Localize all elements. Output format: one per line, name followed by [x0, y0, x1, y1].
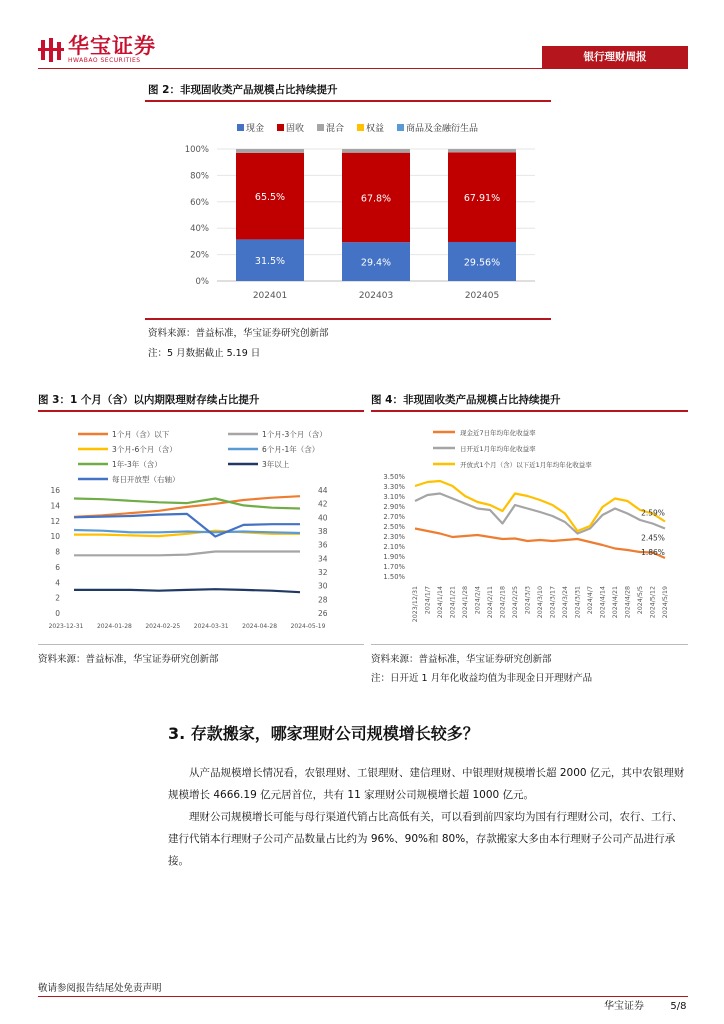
x-tick-label: 2024/1/7: [424, 586, 432, 615]
y-left-tick-label: 14: [50, 501, 60, 511]
x-tick-label: 2023/12/31: [412, 586, 419, 623]
y-tick-label: 80%: [190, 171, 209, 182]
legend-swatch-3: [357, 124, 364, 131]
figure3-chart: [38, 416, 364, 638]
logo-mark-icon: [38, 37, 64, 63]
x-tick-label: 2024/3/17: [549, 586, 557, 619]
legend-swatch-2: [317, 124, 324, 131]
y-tick-label: 3.10%: [383, 493, 405, 501]
y-tick-label: 1.90%: [383, 553, 405, 561]
x-tick-label: 2024/3/3: [524, 586, 532, 615]
figure2-bottom-rule: [145, 318, 551, 320]
y-right-tick-label: 40: [318, 513, 328, 523]
legend-swatch-4: [397, 124, 404, 131]
y-left-tick-label: 0: [55, 609, 60, 618]
y-tick-label: 2.50%: [383, 523, 405, 531]
x-tick-label: 2024/2/18: [499, 586, 507, 619]
x-tick-label: 2024-03-31: [193, 623, 229, 630]
bar-value-label: 67.8%: [360, 193, 392, 205]
y-right-tick-label: 32: [318, 568, 328, 577]
legend-label-0: 现金: [246, 124, 265, 134]
y-left-tick-label: 12: [50, 516, 60, 526]
x-tick-label: 2024-02-25: [145, 623, 181, 630]
y-tick-label: 3.30%: [383, 483, 405, 491]
figure2-source: 资料来源：普益标准，华宝证券研究创新部: [148, 328, 329, 339]
x-tick-label: 2024/4/7: [587, 586, 594, 615]
legend-label-3: 权益: [366, 124, 385, 134]
series-line-开放式1个月（含）以下近1月年均年化收益率: [415, 481, 665, 531]
x-tick-label: 2024/4/21: [612, 586, 619, 619]
y-left-tick-label: 10: [50, 532, 60, 542]
bar-value-label: 31.5%: [254, 256, 286, 268]
figure3-legend: [78, 429, 327, 484]
bar-混合-202401: [236, 149, 304, 153]
legend-label-2: 3个月-6个月（含）: [112, 445, 177, 454]
x-tick-label: 2024/2/4: [474, 586, 482, 615]
x-tick-label: 2024/1/28: [462, 586, 469, 619]
figure2-bars: [236, 149, 516, 281]
legend-label-1: 1个月-3个月（含）: [262, 430, 327, 439]
figure4-legend: [433, 428, 592, 469]
figure3-source: 资料来源：普益标准，华宝证券研究创新部: [38, 654, 219, 665]
x-tick-label: 2024/5/19: [662, 586, 669, 619]
bar-value-label: 67.91%: [463, 193, 501, 205]
series-line-3年以上: [74, 589, 300, 592]
x-tick-label: 2024-04-28: [242, 623, 278, 630]
logo-text-en: HWABAO SECURITIES: [68, 57, 141, 64]
y-tick-label: 2.30%: [383, 533, 405, 541]
x-tick-label: 202405: [464, 291, 500, 301]
y-left-tick-label: 4: [55, 578, 60, 588]
figure4-title: 图 4：非现固收类产品规模占比持续提升: [371, 394, 561, 406]
x-tick-label: 2024/3/10: [537, 586, 544, 619]
legend-label-3: 6个月-1年（含）: [262, 445, 320, 454]
y-left-tick-label: 16: [50, 486, 60, 495]
x-tick-label: 2023-12-31: [48, 623, 84, 630]
y-right-tick-label: 36: [318, 540, 328, 550]
y-left-tick-label: 2: [55, 593, 60, 603]
brand-logo: [38, 36, 156, 64]
figure3-lines: [74, 496, 300, 592]
x-tick-label: 2024/5/5: [637, 586, 644, 615]
legend-label-1: 固收: [286, 124, 305, 134]
x-tick-label: 2024/4/14: [599, 586, 607, 619]
y-tick-label: 20%: [190, 250, 209, 261]
legend-label-2: 混合: [326, 124, 345, 134]
x-tick-label: 2024-01-28: [96, 623, 132, 630]
figure4-chart: [371, 416, 688, 638]
x-tick-label: 2024-05-19: [290, 623, 326, 630]
y-tick-label: 40%: [190, 224, 209, 235]
series-end-label: 1.86%: [641, 548, 665, 557]
figure3-title: 图 3：1 个月（含）以内期限理财存续占比提升: [38, 394, 260, 406]
figure4-note: 注：日开近 1 月年化收益均值为非现金日开理财产品: [371, 673, 593, 684]
bar-value-label: 29.56%: [463, 257, 501, 269]
series-end-label: 2.59%: [641, 508, 665, 518]
figure4-bottom-rule: [371, 644, 688, 645]
y-tick-label: 100%: [184, 145, 209, 155]
legend-label-5: 3年以上: [262, 460, 290, 469]
y-tick-label: 2.90%: [383, 503, 405, 511]
y-left-tick-label: 8: [55, 547, 60, 557]
y-tick-label: 3.50%: [383, 473, 405, 481]
x-tick-label: 202401: [252, 291, 288, 301]
y-right-tick-label: 30: [318, 581, 328, 591]
figure3-top-rule: [38, 410, 364, 412]
y-tick-label: 1.50%: [383, 573, 405, 581]
section-heading: 3. 存款搬家，哪家理财公司规模增长较多？: [168, 724, 479, 743]
series-line-现金近7日年均年化收益率: [415, 529, 665, 559]
x-tick-label: 2024/2/11: [487, 586, 494, 619]
bar-value-label: 29.4%: [360, 257, 392, 269]
x-tick-label: 2024/5/12: [649, 586, 657, 619]
y-tick-label: 2.10%: [383, 543, 405, 551]
figure4-lines: [415, 481, 665, 558]
x-tick-label: 2024/1/14: [437, 586, 444, 619]
series-line-1个月-3个月（含）: [74, 552, 300, 556]
x-tick-label: 2024/2/25: [512, 586, 519, 619]
y-right-tick-label: 42: [318, 499, 328, 509]
figure2-note: 注：5 月数据截止 5.19 日: [148, 348, 261, 359]
legend-label-4: 商品及金融衍生品: [406, 124, 479, 134]
y-right-tick-label: 26: [318, 609, 328, 618]
legend-label-0: 现金近7日年均年化收益率: [460, 429, 536, 437]
x-tick-label: 2024/3/24: [562, 586, 569, 619]
section-paragraph-1: 从产品规模增长情况看，农银理财、工银理财、建信理财、中银理财规模增长超 2000 亿元，其中农银理财规模增长 4666.19 亿元居首位，共有 11 家理财公司规模增长超 1000 亿元。: [168, 767, 685, 801]
figure2-top-rule: [145, 100, 551, 102]
figure2-chart: [145, 108, 551, 313]
legend-swatch-0: [237, 124, 244, 131]
series-end-label: 2.45%: [641, 533, 665, 543]
section-paragraph-2: 理财公司规模增长可能与母行渠道代销占比高低有关，可以看到前四家均为国有行理财公司，农行、工行、建行代销本行理财子公司产品数量占比约为 96%、90%和 80%，存款搬家大多由本行理财子公司产品进行承接。: [168, 811, 683, 867]
report-type-tag: 银行理财周报: [542, 46, 688, 68]
logo-text-cn: 华宝证券: [68, 34, 156, 58]
y-left-tick-label: 6: [55, 562, 60, 572]
figure4-source: 资料来源：普益标准，华宝证券研究创新部: [371, 654, 552, 665]
y-tick-label: 2.70%: [383, 513, 405, 521]
y-tick-label: 1.70%: [383, 563, 405, 571]
figure4-top-rule: [371, 410, 688, 412]
y-right-tick-label: 28: [318, 595, 328, 605]
y-right-tick-label: 38: [318, 527, 328, 536]
header-divider: [38, 68, 688, 69]
legend-label-4: 1年-3年（含）: [112, 460, 162, 469]
y-right-tick-label: 34: [318, 554, 328, 564]
footer-company: 华宝证券: [604, 1001, 644, 1012]
footer-page-number: 5/8: [670, 1001, 687, 1012]
y-right-tick-label: 44: [318, 486, 328, 495]
legend-swatch-1: [277, 124, 284, 131]
figure2-title: 图 2：非现固收类产品规模占比持续提升: [148, 84, 338, 96]
y-tick-label: 60%: [190, 197, 209, 208]
bar-value-label: 65.5%: [254, 192, 286, 204]
footer-disclaimer: 敬请参阅报告结尾处免责声明: [38, 983, 162, 994]
footer-divider: [38, 996, 688, 997]
legend-label-1: 日开近1月年均年化收益率: [460, 445, 536, 453]
y-tick-label: 0%: [195, 277, 209, 287]
x-tick-label: 2024/4/28: [624, 586, 632, 619]
footer-meta: [604, 997, 686, 1012]
x-tick-label: 202403: [358, 291, 394, 301]
bar-混合-202403: [342, 149, 410, 153]
x-tick-label: 2024/1/21: [449, 586, 457, 619]
legend-label-6: 每日开放型（右轴）: [112, 475, 180, 484]
figure2-legend: [237, 122, 478, 134]
series-line-6个月-1年（含）: [74, 530, 300, 533]
x-tick-label: 2024/3/31: [574, 586, 582, 619]
figure3-bottom-rule: [38, 644, 364, 645]
bar-混合-202405: [448, 149, 516, 152]
legend-label-2: 开放式1个月（含）以下近1月年均年化收益率: [460, 461, 592, 469]
legend-label-0: 1个月（含）以下: [112, 430, 170, 439]
